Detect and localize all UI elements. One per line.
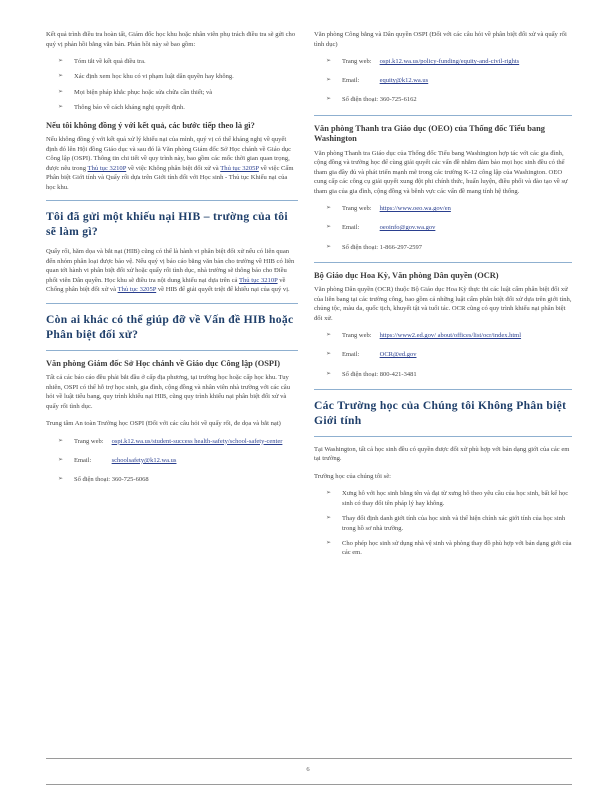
list-item: ➢ Cho phép học sinh sử dụng nhà vệ sinh và phòng thay đồ phù hợp với bản dạng giới của các em. [326,539,572,557]
list-item: ➢ Thông báo về cách kháng nghị quyết định. [58,104,185,112]
bullet-icon: ➢ [58,437,64,444]
heading-oeo: Văn phòng Thanh tra Giáo dục (OEO) của Thống đốc Tiểu bang Washington [314,123,545,144]
list-item: ➢ Xưng hô với học sinh bằng tên và đại từ xưng hô theo yêu cầu của học sinh, bất kể học sinh có thay đổi tên pháp lý hay không. [326,490,569,507]
divider [46,350,298,351]
heading-ocr: Bộ Giáo dục Hoa Kỳ, Văn phòng Dân quyền (OCR) [314,270,499,280]
bullet-icon: ➢ [326,58,332,64]
ocr-website-link[interactable]: https://www2.ed.gov/ about/offices/list/ocr/index.html [379,332,522,340]
bullet-icon: ➢ [326,96,332,103]
oeo-email-link[interactable]: oeoinfo@gov.wa.gov [379,224,436,232]
unhappy-paragraph: Nếu không đồng ý với kết quả xử lý khiếu nại của mình, quý vị có thể kháng nghị về quyết định đó lên Hội đồng Giáo dục và sau đó là Văn phòng Giám đốc Sở Học chánh về Giáo dục Công lập (OSPI). Thông tin chi tiết về quy trình này, bao gồm các mốc thời gian quan trọng, được nêu trong Thủ tục 3210P về việc Không phân biệt đối xử và Thủ tục 3205P về việc Cấm Phân biệt Giới tính và Quấy rối dựa trên Giới tính đối với Học sinh - Thủ tục Khiếu nại của học khu. [46,136,294,191]
footer-rule [46,758,572,759]
equity-website: ➢ Trang web: ospi.k12.wa.us/policy-funding/equity-and-civil-rights [326,58,520,65]
heading-ospi: Văn phòng Giám đốc Sở Học chánh về Giáo dục Công lập (OSPI) [46,358,281,368]
ospi-website-link[interactable]: ospi.k12.wa.us/student-success health-safety/school-safety-center [111,437,283,445]
bullet-icon: ➢ [326,205,332,212]
equity-office: Văn phòng Công bằng và Dân quyền OSPI (Đối với các câu hỏi về phân biệt đối xử và quấy rối tình dục) [314,31,567,48]
ospi-email: ➢ Email: schoolsafety@k12.wa.us [58,456,177,464]
equity-email-link[interactable]: equity@k12.wa.us [379,77,429,85]
page-number: 6 [306,766,310,773]
divider [314,389,572,390]
bullet-icon: ➢ [326,539,332,546]
procedure-3205p-link[interactable]: Thủ tục 3205P [220,164,259,172]
ospi-email-link[interactable]: schoolsafety@k12.wa.us [111,456,177,464]
bullet-icon: ➢ [58,88,64,95]
bullet-icon: ➢ [326,332,332,339]
equity-phone: ➢ Số điện thoại: 360-725-6162 [326,96,417,104]
divider [314,115,572,116]
bullet-icon: ➢ [326,490,332,497]
ospi-phone: ➢ Số điện thoại: 360-725-6068 [58,476,149,484]
bullet-icon: ➢ [58,456,64,463]
oeo-email: ➢ Email: oeoinfo@gov.wa.gov [326,224,436,232]
ocr-email-link[interactable]: OCR@ed.gov [379,351,417,359]
oeo-website-link[interactable]: https://www.oeo.wa.gov/en [379,205,451,213]
ospi-center: Trung tâm An toàn Trường học OSPI (Đối với các câu hỏi về quấy rối, đe dọa và bắt nạt) [46,420,281,428]
footer-rule-bottom [46,784,572,785]
oeo-paragraph: Văn phòng Thanh tra Giáo dục của Thống đốc Tiểu bang Washington hợp tác với các gia đình, cộng đồng và trường học để cùng giải quyết các vấn đề nhằm đảm bảo mọi học sinh đều có thể tham gia đầy đủ và phát triển mạnh mẽ trong các trường K-12 công lập của Washington. OEO cung cấp các công cụ giải quyết xung đột phi chính thức, huấn luyện, điều phối và đào tạo về sự tham gia của gia đình, cộng đồng và bênh vực các vấn đề mang tính hệ thống. [314,149,568,195]
oeo-website: ➢ Trang web: https://www.oeo.wa.gov/en [326,205,451,213]
schools-intro: Trường học của chúng tôi sẽ: [314,472,391,480]
divider [46,200,298,201]
hib-paragraph: Quấy rối, hăm dọa và bắt nạt (HIB) cũng có thể là hành vi phân biệt đối xử nếu có liên quan đến nhóm phân loại được bảo vệ. Nếu quý vị báo cáo bằng văn bản cho trường về HIB có liên quan tới hành vi phân biệt đối xử hoặc quấy rối tình dục, nhà trường sẽ thông báo cho Điều phối viên Dân quyền. Học khu sẽ điều tra nội dung khiếu nại dựa trên cả Thủ tục 3210P về Chống phân biệt đối xử và Thủ tục 3205P về HIB để giải quyết triệt để khiếu nại của quý vị. [46,248,295,294]
schools-list [314,489,572,557]
ocr-email: ➢ Email: OCR@ed.gov [326,351,417,359]
list-item: ➢ Thay đổi định danh giới tính của học sinh và thể hiện chính xác giới tính của học sinh trong hồ sơ nhà trường. [326,515,566,532]
list-item: ➢ Mọi biện pháp khắc phục hoặc sửa chữa cần thiết; và [58,88,213,96]
bullet-icon: ➢ [326,515,332,522]
heading-schools: Các Trường học của Chúng tôi Không Phân biệt Giới tính [314,398,567,427]
bullet-icon: ➢ [58,73,64,80]
procedure-3210p-link[interactable]: Thủ tục 3210P [87,164,127,172]
divider [314,262,572,263]
divider [314,436,572,437]
divider [46,303,298,304]
oeo-phone: ➢ Số điện thoại: 1-866-297-2597 [326,243,422,251]
bullet-icon: ➢ [58,476,64,483]
intro-list [46,57,298,113]
bullet-icon: ➢ [326,243,332,250]
list-item: ➢ Xác định xem học khu có vi phạm luật dân quyền hay không. [58,73,234,81]
ocr-paragraph: Văn phòng Dân quyền (OCR) thuộc Bộ Giáo dục Hoa Kỳ thực thi các luật cấm phân biệt đối xử của liên bang tại các trường công, bao gồm cả những luật cấm phân biệt đối xử dựa trên giới tính, chủng tộc, màu da, quốc tịch, khuyết tật và tuổi tác. OCR cũng có quy trình khiếu nại phân biệt đối xử. [314,286,572,322]
bullet-icon: ➢ [326,351,332,358]
hib-procedure-3210p-link[interactable]: Thủ tục 3210P [238,276,278,284]
bullet-icon: ➢ [326,370,332,377]
right-column [314,30,572,566]
heading-unhappy: Nếu tôi không đồng ý với kết quả, các bước tiếp theo là gì? [46,120,255,130]
ocr-phone: ➢ Số điện thoại: 800-421-3481 [326,370,417,378]
left-column [46,30,298,494]
ocr-website: ➢ Trang web: https://www2.ed.gov/ about/offices/list/ocr/index.html [326,332,522,340]
hib-procedure-3205p-link[interactable]: Thủ tục 3205P [117,286,157,294]
equity-website-link[interactable]: ospi.k12.wa.us/policy-funding/equity-and-civil-rights [379,58,520,65]
list-item: ➢ Tóm tắt về kết quả điều tra. [58,58,146,65]
bullet-icon: ➢ [58,58,64,64]
bullet-icon: ➢ [326,224,332,231]
ospi-paragraph: Tất cả các báo cáo đều phải bắt đầu ở cấp địa phương, tại trường học hoặc cấp học khu. Tuy nhiên, OSPI có thể hỗ trợ học sinh, gia đình, cộng đồng và nhân viên nhà trường với các câu hỏi về luật tiểu bang, quy trình khiếu nại HIB, cũng quy trình khiếu nại phân biệt đối xử và quấy rối tình dục. [46,374,291,410]
bullet-icon: ➢ [58,104,64,111]
equity-email: ➢ Email: equity@k12.wa.us [326,77,429,85]
ospi-website: ➢ Trang web: ospi.k12.wa.us/student-success health-safety/school-safety-center [58,437,283,445]
heading-hib: Tôi đã gửi một khiếu nại HIB – trường của tôi sẽ làm gì? [46,210,288,239]
bullet-icon: ➢ [326,77,332,84]
schools-paragraph: Tại Washington, tất cả học sinh đều có quyền được đối xử phù hợp với bản dạng giới của các em tại trường. [314,445,570,463]
intro-paragraph: Kết quả trình điều tra hoàn tất, Giám đốc học khu hoặc nhân viên phụ trách điều tra sẽ gửi cho quý vị phản hồi bằng văn bản. Phản hồi này sẽ bao gồm: [46,31,296,48]
heading-help: Còn ai khác có thể giúp đỡ về Vấn đề HIB hoặc Phân biệt đối xử? [46,312,294,341]
